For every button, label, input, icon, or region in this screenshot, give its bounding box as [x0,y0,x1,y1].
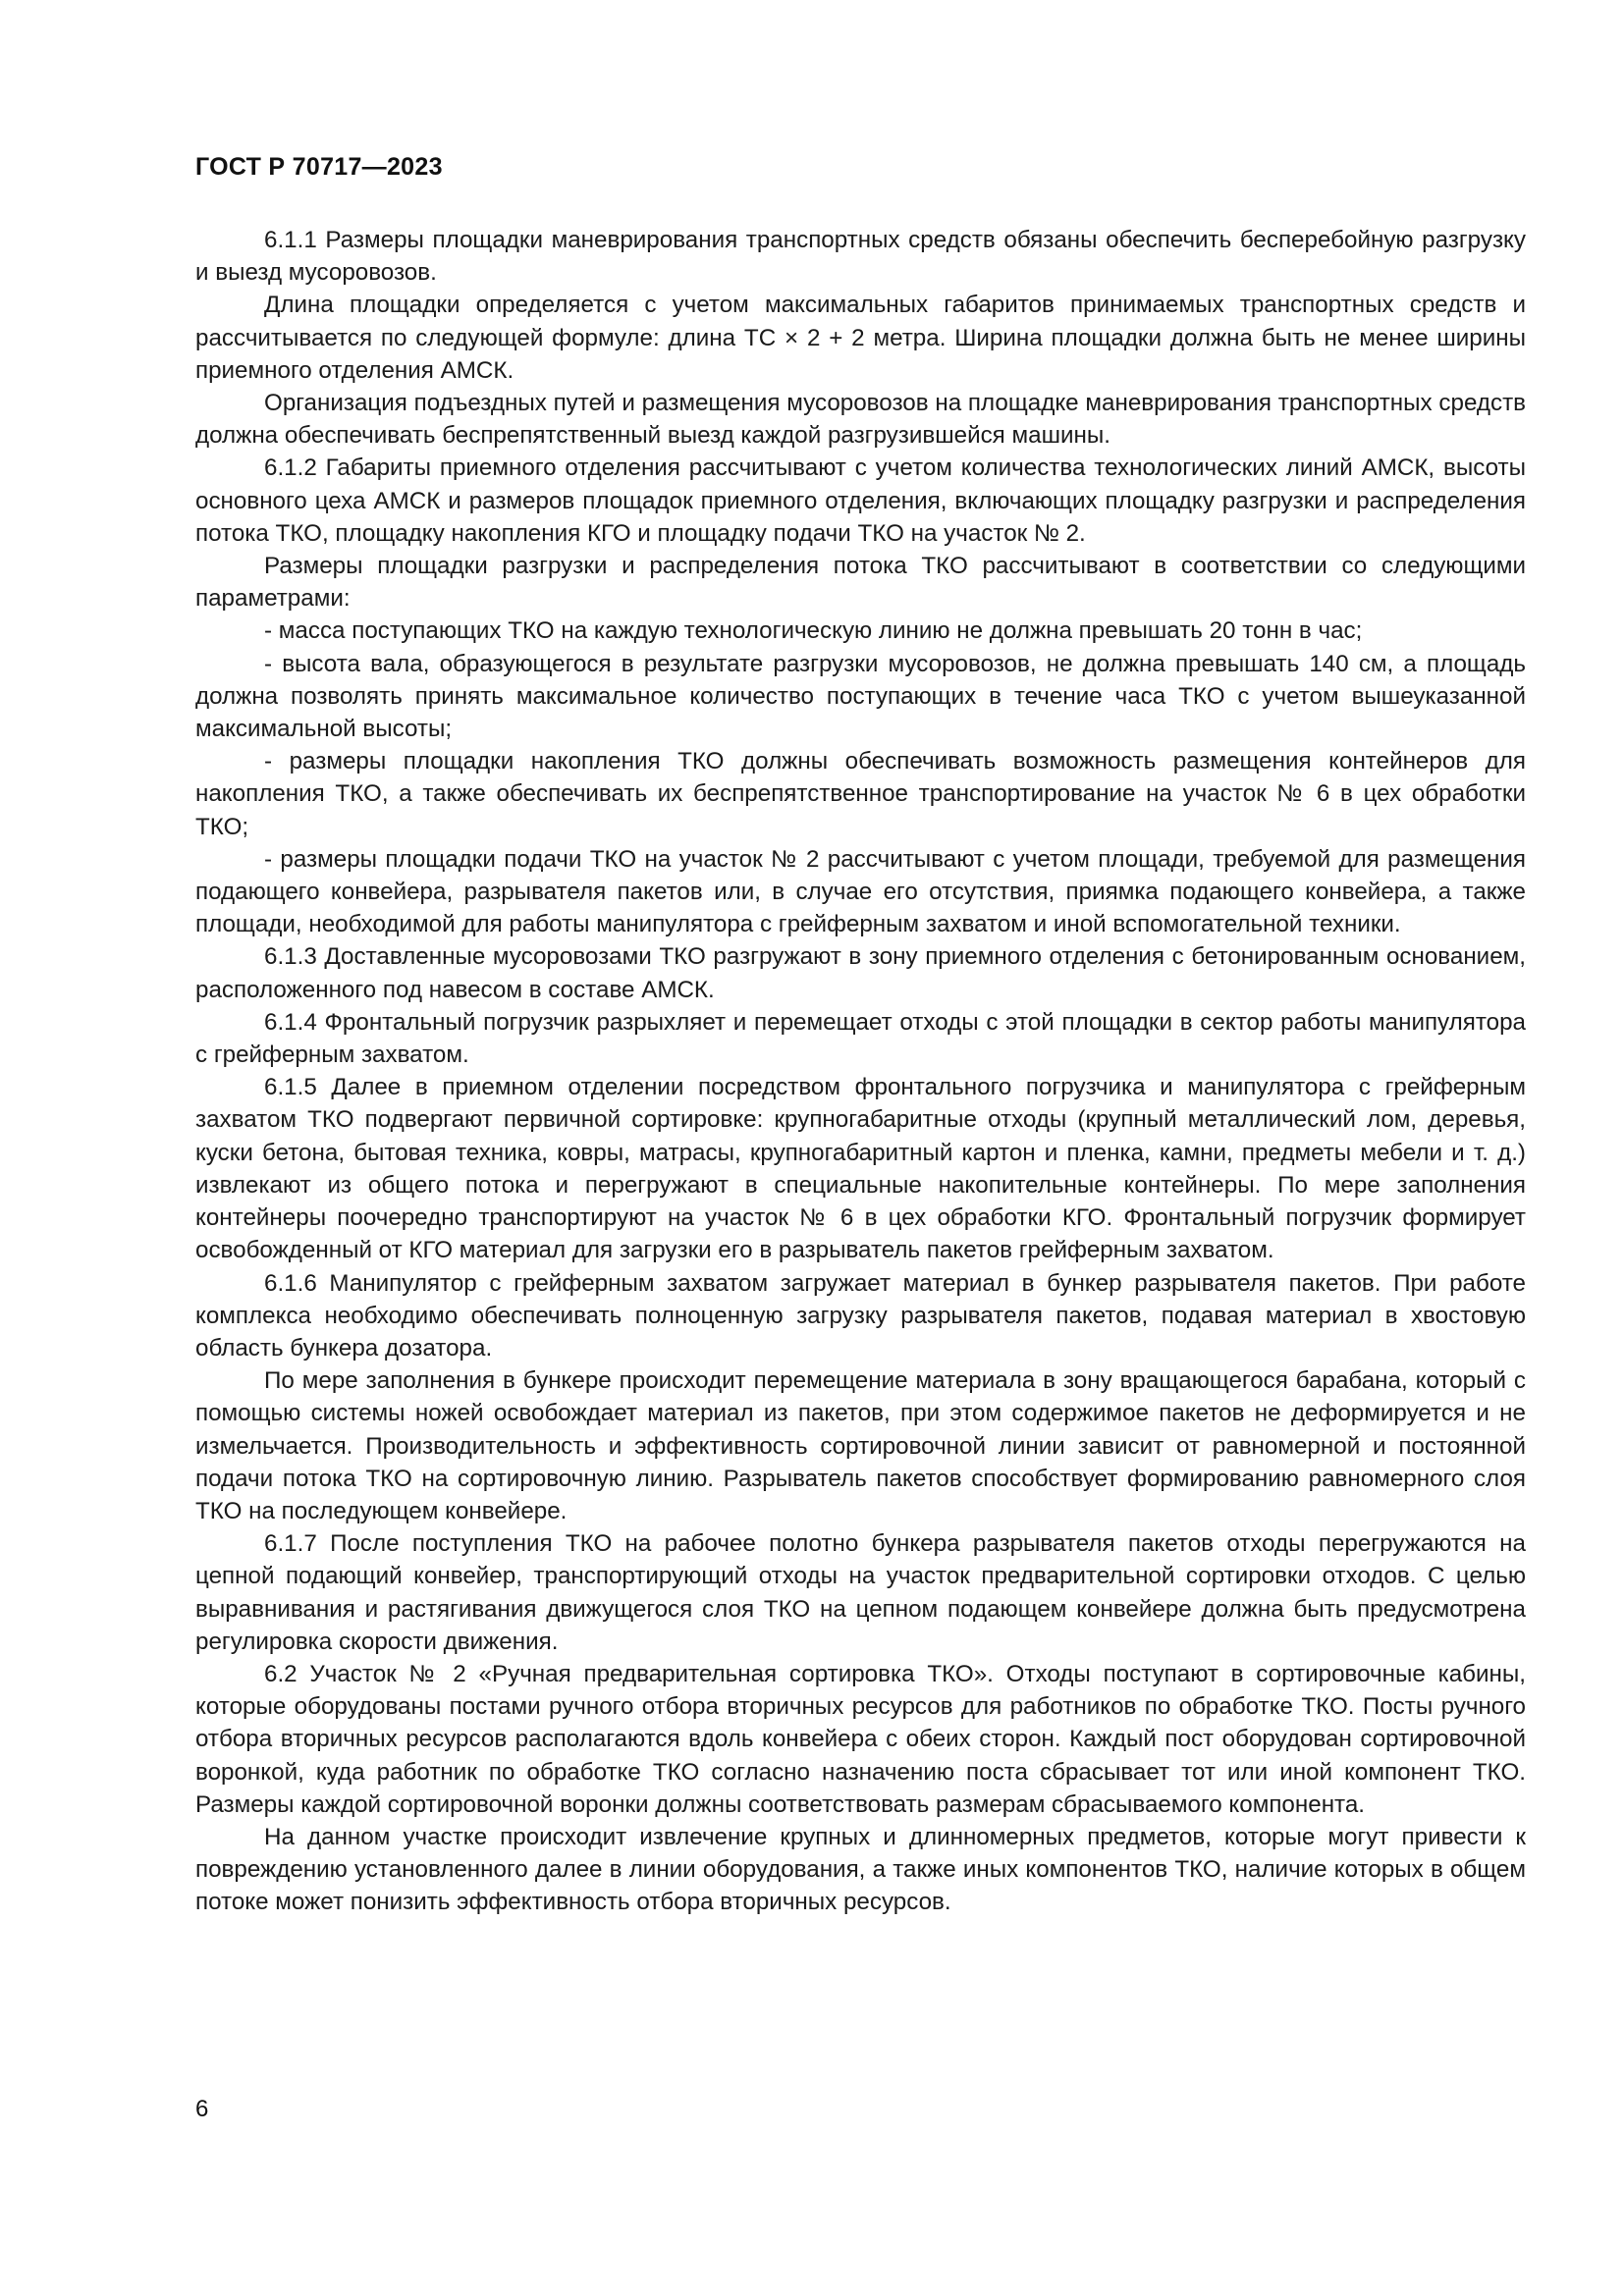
list-item-pile-height: - высота вала, образующегося в результате разгрузки мусоровозов, не должна превышать 140 см, а площадь должна позволять принять максимальное количество поступающих в течение часа ТКО с учетом вышеуказанной максимальной высоты; [195,650,1526,743]
standard-code-header: ГОСТ Р 70717—2023 [195,153,443,181]
list-item-feed-area: - размеры площадки подачи ТКО на участок № 2 рассчитывают с учетом площади, требуемой для размещения подающего конвейера, разрывателя пакетов или, в случае его отсутствия, приямка подающего конвейера, а также площади, необходимой для работы манипулятора с грейферным захватом и иной вспомогательной техники. [195,845,1526,938]
paragraph-unloading-parameters: Размеры площадки разгрузки и распределения потока ТКО рассчитывают в соответствии со следующими параметрами: [195,553,1526,613]
paragraph-access-roads: Организация подъездных путей и размещения мусоровозов на площадке маневрирования транспортных средств должна обеспечивать беспрепятственный выезд каждой разгрузившейся машины. [195,390,1526,450]
document-body [195,224,1526,1919]
paragraph-6-1-2: 6.1.2 Габариты приемного отделения рассчитывают с учетом количества технологических линий АМСК, высоты основного цеха АМСК и размеров площадок приемного отделения, включающих площадку разгрузки и распределения потока ТКО, площадку накопления КГО и площадку подачи ТКО на участок № 2. [195,454,1526,547]
paragraph-6-2: 6.2 Участок № 2 «Ручная предварительная сортировка ТКО». Отходы поступают в сортировочные кабины, которые оборудованы постами ручного отбора вторичных ресурсов для работников по обработке ТКО. Посты ручного отбора вторичных ресурсов располагаются вдоль конвейера с обеих сторон. Каждый пост оборудован сортировочной воронкой, куда работник по обработке ТКО согласно назначению поста сбрасывает тот или иной компонент ТКО. Размеры каждой сортировочной воронки должны соответствовать размерам сбрасываемого компонента. [195,1660,1526,1818]
paragraph-6-1-6: 6.1.6 Манипулятор с грейферным захватом загружает материал в бункер разрывателя пакетов. При работе комплекса необходимо обеспечивать полноценную загрузку разрывателя пакетов, подавая материал в хвостовую область бункера дозатора. [195,1269,1526,1362]
paragraph-6-1-3: 6.1.3 Доставленные мусоровозами ТКО разгружают в зону приемного отделения с бетонированным основанием, расположенного под навесом в составе АМСК. [195,943,1526,1003]
paragraph-6-1-7: 6.1.7 После поступления ТКО на рабочее полотно бункера разрывателя пакетов отходы перегружаются на цепной подающий конвейер, транспортирующий отходы на участок предварительной сортировки отходов. С целью выравнивания и растягивания движущегося слоя ТКО на цепном подающем конвейере должна быть предусмотрена регулировка скорости движения. [195,1530,1526,1655]
list-item-mass: - масса поступающих ТКО на каждую технологическую линию не должна превышать 20 тонн в час; [264,617,1363,645]
paragraph-bag-opener: По мере заполнения в бункере происходит перемещение материала в зону вращающегося барабана, который с помощью системы ножей освобождает материал из пакетов, при этом содержимое пакетов не деформируется и не измельчается. Производительность и эффективность сортировочной линии зависит от равномерной и постоянной подачи потока ТКО на сортировочную линию. Разрыватель пакетов способствует формированию равномерного слоя ТКО на последующем конвейере. [195,1367,1526,1524]
paragraph-area-length: Длина площадки определяется с учетом максимальных габаритов принимаемых транспортных средств и рассчитывается по следующей формуле: длина ТС × 2 + 2 метра. Ширина площадки должна быть не менее ширины приемного отделения АМСК. [195,292,1526,384]
paragraph-6-1-5: 6.1.5 Далее в приемном отделении посредством фронтального погрузчика и манипулятора с грейферным захватом ТКО подвергают первичной сортировке: крупногабаритные отходы (крупный металлический лом, деревья, куски бетона, бытовая техника, ковры, матрасы, крупногабаритный картон и пленка, камни, предметы мебели и т. д.) извлекают из общего потока и перегружают в специальные накопительные контейнеры. По мере заполнения контейнеры поочередно транспортируют на участок № 6 в цех обработки КГО. Фронтальный погрузчик формирует освобожденный от КГО материал для загрузки его в разрыватель пакетов грейферным захватом. [195,1074,1526,1264]
page-number: 6 [195,2096,209,2122]
paragraph-6-1-4: 6.1.4 Фронтальный погрузчик разрыхляет и перемещает отходы с этой площадки в сектор работы манипулятора с грейферным захватом. [195,1008,1526,1069]
paragraph-bulky-items: На данном участке происходит извлечение крупных и длинномерных предметов, которые могут привести к повреждению установленного далее в линии оборудования, а также иных компонентов ТКО, наличие которых в общем потоке может понизить эффективность отбора вторичных ресурсов. [195,1823,1526,1916]
list-item-accumulation-area: - размеры площадки накопления ТКО должны обеспечивать возможность размещения контейнеров для накопления ТКО, а также обеспечивать их беспрепятственное транспортирование на участок № 6 в цех обработки ТКО; [195,748,1526,840]
paragraph-6-1-1: 6.1.1 Размеры площадки маневрирования транспортных средств обязаны обеспечить бесперебойную разгрузку и выезд мусоровозов. [195,227,1526,287]
